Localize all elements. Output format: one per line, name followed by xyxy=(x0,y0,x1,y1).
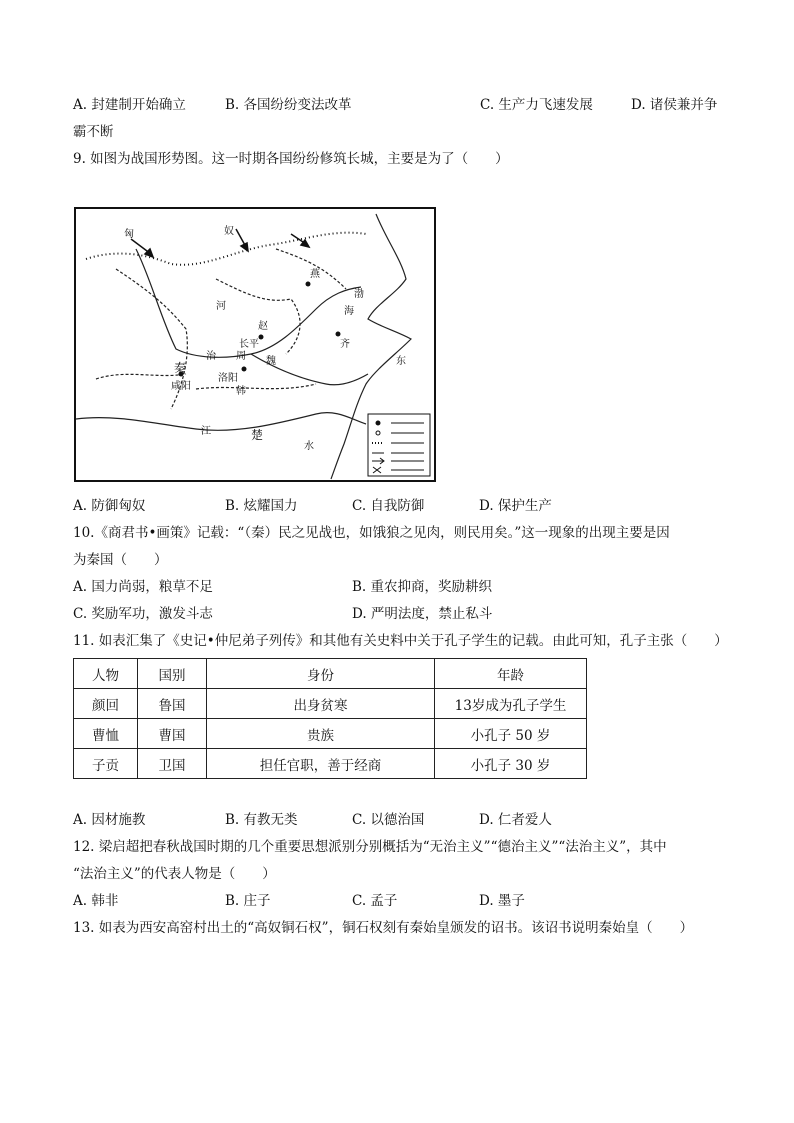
q9-option-b: B. 炫耀国力 xyxy=(225,498,298,514)
warring-states-map xyxy=(74,207,436,482)
q8-option-d: D. 诸侯兼并争 xyxy=(631,97,718,113)
q12-option-b: B. 庄子 xyxy=(225,893,271,909)
map-label-bohai: 渤 xyxy=(354,289,364,300)
map-label-qin: 秦 xyxy=(174,361,187,375)
q10-option-c: C. 奖励军功，激发斗志 xyxy=(73,606,213,622)
city-zhao xyxy=(259,335,264,340)
q10-stem-line2: 为秦国（ ） xyxy=(73,552,168,568)
q9-option-d: D. 保护生产 xyxy=(479,498,552,514)
map-legend xyxy=(368,414,430,476)
table-cell: 13岁成为孔子学生 xyxy=(435,689,587,719)
table-header-cell: 年龄 xyxy=(435,659,587,689)
map-label-he: 河 xyxy=(216,301,226,312)
table-cell: 小孔子 30 岁 xyxy=(435,749,587,779)
q9-option-a: A. 防御匈奴 xyxy=(73,498,146,514)
q10-option-d: D. 严明法度，禁止私斗 xyxy=(352,606,493,622)
q11-option-c: C. 以德治国 xyxy=(352,812,425,828)
map-drawing xyxy=(76,209,434,480)
arrow-2-head xyxy=(241,243,248,251)
map-label-xiong: 匈 xyxy=(124,229,134,240)
map-label-zhou: 周 xyxy=(236,351,246,362)
table-cell: 子贡 xyxy=(74,749,138,779)
map-label-hai-1: 海 xyxy=(344,306,354,317)
q9-stem: 9. 如图为战国形势图。这一时期各国纷纷修筑长城，主要是为了（ ） xyxy=(73,151,509,167)
table-cell: 出身贫寒 xyxy=(207,689,435,719)
region-border xyxy=(96,374,186,379)
q8-option-d-continued: 霸不断 xyxy=(73,124,114,140)
table-header-cell: 身份 xyxy=(207,659,435,689)
q12-stem-line2: “法治主义”的代表人物是（ ） xyxy=(73,866,276,882)
map-label-han: 韩 xyxy=(236,386,246,397)
region-border xyxy=(196,384,316,389)
map-label-qi: 齐 xyxy=(340,339,350,350)
q9-option-c: C. 自我防御 xyxy=(352,498,425,514)
map-label-luoyang: 洛阳 xyxy=(218,373,238,384)
q12-option-c: C. 孟子 xyxy=(352,893,398,909)
table-cell: 曹国 xyxy=(138,719,207,749)
map-label-zhao: 赵 xyxy=(258,321,268,332)
q11-option-a: A. 因材施教 xyxy=(73,812,146,828)
map-label-wei: 魏 xyxy=(266,356,276,367)
q8-option-b: B. 各国纷纷变法改革 xyxy=(225,97,352,113)
map-label-yan: 燕 xyxy=(310,269,320,280)
city-qi xyxy=(336,332,341,337)
map-label-changping: 长平 xyxy=(239,339,259,350)
q13-stem: 13. 如表为西安高窑村出土的“高奴铜石权”，铜石权刻有秦始皇颁发的诏书。该诏书说明秦始皇（ ） xyxy=(73,920,694,936)
table-cell: 颜回 xyxy=(74,689,138,719)
q12-option-d: D. 墨子 xyxy=(479,893,525,909)
map-label-jiang: 江 xyxy=(201,426,211,437)
q11-option-b: B. 有教无类 xyxy=(225,812,298,828)
table-cell: 贵族 xyxy=(207,719,435,749)
q12-option-a: A. 韩非 xyxy=(73,893,119,909)
city-yan xyxy=(306,282,311,287)
table-cell: 鲁国 xyxy=(138,689,207,719)
city-luoyang xyxy=(242,367,247,372)
yangtze-river xyxy=(76,413,366,431)
q11-stem: 11. 如表汇集了《史记•仲尼弟子列传》和其他有关史料中关于孔子学生的记载。由此可知，孔子主张（ ） xyxy=(73,633,728,649)
map-label-dong: 东 xyxy=(396,356,406,367)
map-label-nu: 奴 xyxy=(224,226,234,237)
table-cell: 担任官职，善于经商 xyxy=(207,749,435,779)
table-header-cell: 人物 xyxy=(74,659,138,689)
table-row xyxy=(74,689,587,719)
table-cell: 卫国 xyxy=(138,749,207,779)
q11-option-d: D. 仁者爱人 xyxy=(479,812,552,828)
q12-stem-line1: 12. 梁启超把春秋战国时期的几个重要思想派别分别概括为“无治主义”“德治主义”“法治主义”，其中 xyxy=(73,839,667,855)
q10-option-b: B. 重农抑商，奖励耕织 xyxy=(352,579,493,595)
map-label-chu: 楚 xyxy=(251,428,264,442)
table-header-cell: 国别 xyxy=(138,659,207,689)
table-cell: 小孔子 50 岁 xyxy=(435,719,587,749)
q10-stem-line1: 10.《商君书•画策》记载：“（秦）民之见战也，如饿狼之见肉，则民用矣。”这一现象的出现主要是因 xyxy=(73,525,670,541)
q8-option-c: C. 生产力飞速发展 xyxy=(480,97,593,113)
map-label-xianyang: 咸阳 xyxy=(171,381,191,392)
map-label-shui: 水 xyxy=(304,441,314,452)
map-label-zhi: 治 xyxy=(206,351,216,362)
table-header-row xyxy=(74,659,587,689)
table-row xyxy=(74,749,587,779)
q10-option-a: A. 国力尚弱，粮草不足 xyxy=(73,579,213,595)
table-row xyxy=(74,719,587,749)
q8-option-a: A. 封建制开始确立 xyxy=(73,97,186,113)
student-table xyxy=(73,658,587,779)
table-cell: 曹恤 xyxy=(74,719,138,749)
